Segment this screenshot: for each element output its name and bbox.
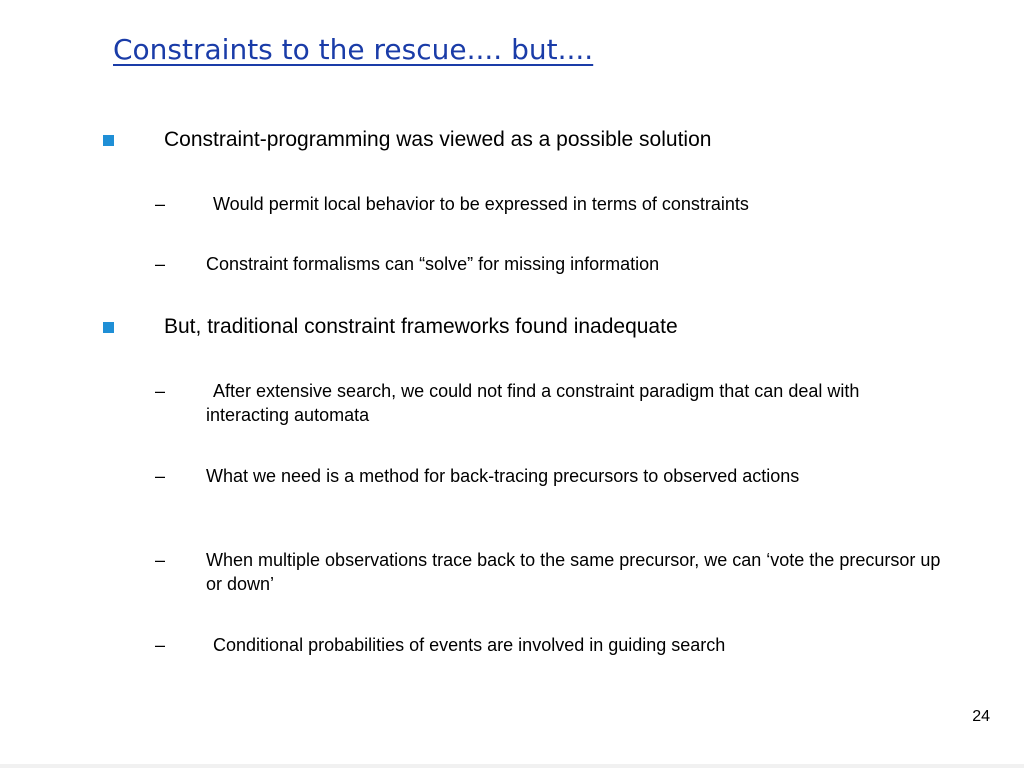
square-bullet-icon — [103, 135, 114, 146]
page-number: 24 — [972, 708, 990, 725]
dash-marker: – — [155, 254, 166, 274]
dash-marker: – — [155, 466, 166, 486]
square-bullet-icon — [103, 322, 114, 333]
sub-bullet-text: When multiple observations trace back to the same precursor, we can ‘vote the precursor up or down’ — [206, 550, 941, 594]
sub-bullet-text: What we need is a method for back-tracing precursors to observed actions — [206, 466, 800, 486]
bullet-text: But, traditional constraint frameworks found inadequate — [164, 315, 678, 338]
slide-title: Constraints to the rescue.... but.... — [113, 33, 594, 66]
footer-divider — [0, 764, 1024, 768]
dash-marker: – — [155, 635, 166, 655]
sub-bullet-text: Conditional probabilities of events are involved in guiding search — [213, 635, 726, 655]
dash-marker: – — [155, 194, 166, 214]
bullet-text: Constraint-programming was viewed as a possible solution — [164, 128, 712, 151]
sub-bullet-text: Constraint formalisms can “solve” for missing information — [206, 254, 660, 274]
sub-bullet-text: After extensive search, we could not find a constraint paradigm that can deal with interacting automata — [206, 381, 860, 425]
dash-marker: – — [155, 550, 166, 570]
dash-marker: – — [155, 381, 166, 401]
sub-bullet-text: Would permit local behavior to be expressed in terms of constraints — [213, 194, 749, 214]
